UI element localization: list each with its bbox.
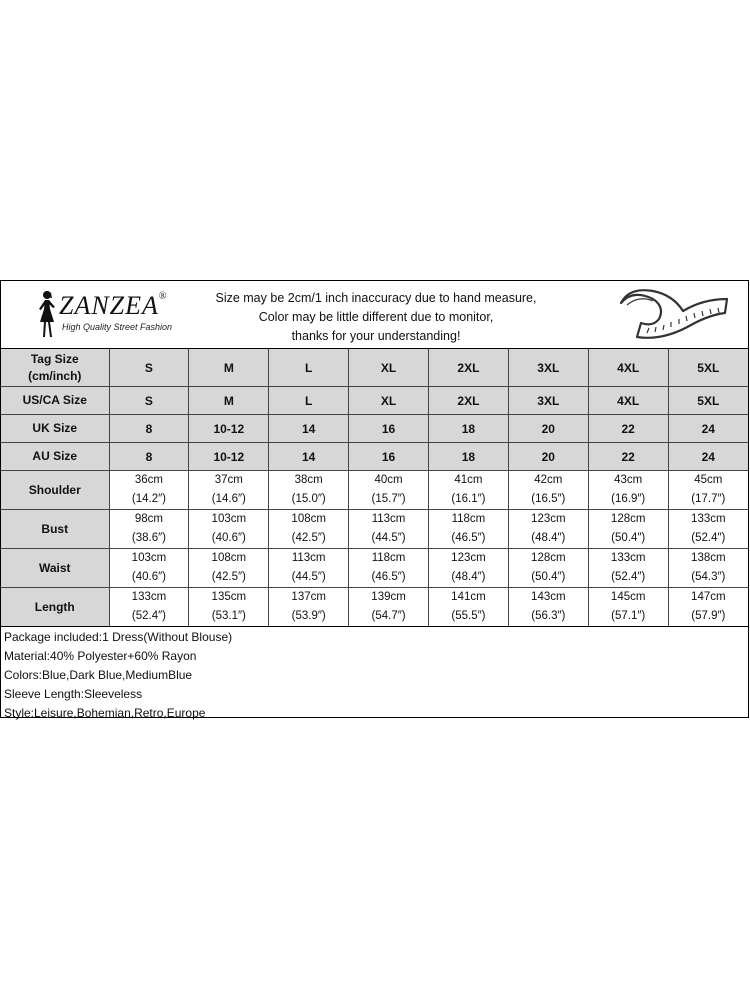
measure-cell (588, 549, 668, 588)
measure-row (1, 588, 748, 627)
size-value: 3XL (508, 387, 588, 415)
row-label (1, 387, 109, 415)
measure-cm: 145cm (610, 591, 646, 603)
measure-cm: 113cm (291, 552, 326, 564)
measure-cell (269, 549, 349, 588)
measure-cm: 137cm (291, 591, 326, 603)
size-value: 22 (588, 443, 668, 471)
measure-inch: (53.1″) (211, 610, 246, 622)
measure-inch: (15.7″) (371, 493, 406, 505)
notice-line: Color may be little different due to monitor, (258, 310, 494, 324)
measure-inch: (42.5″) (291, 532, 326, 544)
size-value: 16 (349, 443, 429, 471)
row-label-line: Tag Size (30, 351, 79, 366)
measuring-tape-icon (613, 285, 733, 343)
measure-cell (349, 588, 429, 627)
size-value: 2XL (429, 387, 509, 415)
size-value: 2XL (429, 349, 509, 387)
measure-inch: (16.9″) (611, 493, 646, 505)
row-label: Bust (1, 510, 109, 549)
brand-tagline: High Quality Street Fashion (62, 322, 173, 332)
size-value: 4XL (588, 387, 668, 415)
row-label-line: US/CA Size (22, 393, 87, 407)
measure-inch: (54.7″) (371, 610, 406, 622)
measure-cell (429, 549, 509, 588)
row-label (1, 415, 109, 443)
measure-inch: (38.6″) (131, 532, 166, 544)
measure-inch: (52.4″) (611, 571, 646, 583)
info-package: Package included:1 Dress(Without Blouse) (4, 630, 233, 644)
measure-cell (189, 471, 269, 510)
measure-cm: 133cm (610, 552, 646, 564)
info-sleeve: Sleeve Length:Sleeveless (4, 687, 143, 701)
measure-inch: (50.4″) (611, 532, 646, 544)
size-value: 24 (668, 443, 748, 471)
measure-cm: 128cm (531, 552, 566, 564)
measure-cell (429, 510, 509, 549)
size-notice (181, 289, 571, 346)
measure-cm: 103cm (211, 513, 247, 525)
measure-cm: 42cm (534, 474, 563, 486)
info-style: Style:Leisure,Bohemian,Retro,Europe (4, 706, 206, 720)
measure-cell (668, 588, 748, 627)
measure-inch: (52.4″) (691, 532, 726, 544)
measure-cell (349, 549, 429, 588)
size-value: 22 (588, 415, 668, 443)
measure-cm: 138cm (691, 552, 726, 564)
measure-inch: (14.6″) (211, 493, 246, 505)
size-value: M (189, 349, 269, 387)
measure-inch: (55.5″) (451, 610, 486, 622)
row-label: Length (1, 588, 109, 627)
measure-cm: 133cm (131, 591, 167, 603)
measure-cm: 98cm (134, 513, 163, 525)
measure-cm: 41cm (454, 474, 483, 486)
measure-cm: 36cm (134, 474, 163, 486)
measure-cm: 135cm (211, 591, 247, 603)
measure-cell (109, 549, 189, 588)
measure-cm: 128cm (610, 513, 646, 525)
measure-cell (508, 588, 588, 627)
measure-cell (429, 471, 509, 510)
measure-inch: (46.5″) (451, 532, 486, 544)
measure-cell (668, 471, 748, 510)
measure-inch: (44.5″) (291, 571, 326, 583)
notice-line: thanks for your understanding! (291, 329, 461, 343)
measure-inch: (16.1″) (451, 493, 486, 505)
measure-inch: (52.4″) (131, 610, 166, 622)
measure-cm: 141cm (451, 591, 486, 603)
size-value: 18 (429, 443, 509, 471)
size-row (1, 415, 748, 443)
measure-cell (269, 588, 349, 627)
size-value: 16 (349, 415, 429, 443)
measure-cell (508, 471, 588, 510)
measure-cm: 38cm (294, 474, 323, 486)
row-label-line: AU Size (32, 449, 78, 463)
size-value: S (109, 349, 189, 387)
info-material: Material:40% Polyester+60% Rayon (4, 649, 197, 663)
measure-inch: (48.4″) (531, 532, 566, 544)
product-info (1, 627, 748, 723)
size-value: 10-12 (189, 415, 269, 443)
measure-cm: 133cm (691, 513, 726, 525)
size-value: 14 (269, 443, 349, 471)
measure-cm: 118cm (451, 513, 486, 525)
measure-cm: 40cm (374, 474, 403, 486)
measure-inch: (14.2″) (131, 493, 166, 505)
measure-cell (588, 510, 668, 549)
measure-cell (668, 510, 748, 549)
chart-header (1, 281, 748, 349)
measure-cell (269, 510, 349, 549)
measure-cm: 113cm (371, 513, 406, 525)
size-value: 20 (508, 415, 588, 443)
measure-cell (189, 549, 269, 588)
size-value: L (269, 387, 349, 415)
measure-inch: (15.0″) (291, 493, 326, 505)
brand-logo (35, 289, 185, 341)
measure-cm: 45cm (694, 474, 723, 486)
size-value: 5XL (668, 387, 748, 415)
measure-cell (189, 588, 269, 627)
measure-inch: (42.5″) (211, 571, 246, 583)
brand-name: ZANZEA® (59, 291, 168, 320)
row-label-line: (cm/inch) (28, 368, 82, 383)
measure-cm: 37cm (214, 474, 243, 486)
measure-cm: 147cm (691, 591, 726, 603)
measure-inch: (57.9″) (691, 610, 726, 622)
row-label (1, 443, 109, 471)
measure-row (1, 471, 748, 510)
notice-line: Size may be 2cm/1 inch inaccuracy due to hand measure, (215, 291, 537, 305)
measure-cell (189, 510, 269, 549)
measure-cm: 103cm (131, 552, 167, 564)
size-value: S (109, 387, 189, 415)
size-value: 20 (508, 443, 588, 471)
measure-cm: 108cm (211, 552, 247, 564)
size-row (1, 443, 748, 471)
measure-cell (349, 471, 429, 510)
measure-cell (508, 510, 588, 549)
measure-cell (508, 549, 588, 588)
measure-cell (668, 549, 748, 588)
measure-cm: 139cm (371, 591, 406, 603)
size-value: 18 (429, 415, 509, 443)
measure-inch: (40.6″) (131, 571, 166, 583)
measure-inch: (46.5″) (371, 571, 406, 583)
measure-cell (588, 588, 668, 627)
size-value: 5XL (668, 349, 748, 387)
size-value: 4XL (588, 349, 668, 387)
size-value: L (269, 349, 349, 387)
measure-inch: (40.6″) (211, 532, 246, 544)
size-row (1, 387, 748, 415)
measure-cell (349, 510, 429, 549)
measure-cell (109, 471, 189, 510)
size-chart (0, 280, 749, 718)
size-value: 8 (109, 415, 189, 443)
row-label (1, 349, 109, 387)
measure-inch: (56.3″) (531, 610, 566, 622)
measure-inch: (17.7″) (691, 493, 726, 505)
measure-inch: (54.3″) (691, 571, 726, 583)
measure-inch: (50.4″) (531, 571, 566, 583)
measure-cm: 143cm (531, 591, 566, 603)
measure-cell (429, 588, 509, 627)
measure-cm: 123cm (451, 552, 486, 564)
size-value: XL (349, 387, 429, 415)
measure-cell (588, 471, 668, 510)
measure-cm: 118cm (371, 552, 406, 564)
row-label-line: UK Size (32, 421, 78, 435)
measure-inch: (44.5″) (371, 532, 406, 544)
size-value: 24 (668, 415, 748, 443)
size-row (1, 349, 748, 387)
measure-inch: (48.4″) (451, 571, 486, 583)
measure-inch: (57.1″) (611, 610, 646, 622)
measure-row (1, 549, 748, 588)
measure-cm: 108cm (291, 513, 326, 525)
size-value: 10-12 (189, 443, 269, 471)
size-value: M (189, 387, 269, 415)
row-label: Waist (1, 549, 109, 588)
measure-row (1, 510, 748, 549)
row-label: Shoulder (1, 471, 109, 510)
measure-cell (109, 588, 189, 627)
size-table (1, 349, 748, 627)
size-value: 3XL (508, 349, 588, 387)
size-value: 8 (109, 443, 189, 471)
measure-inch: (53.9″) (291, 610, 326, 622)
measure-cm: 123cm (531, 513, 566, 525)
info-colors: Colors:Blue,Dark Blue,MediumBlue (4, 668, 193, 682)
fashion-figure-icon (35, 289, 59, 341)
measure-cell (269, 471, 349, 510)
size-value: 14 (269, 415, 349, 443)
measure-cm: 43cm (614, 474, 643, 486)
measure-cell (109, 510, 189, 549)
measure-inch: (16.5″) (531, 493, 566, 505)
size-value: XL (349, 349, 429, 387)
